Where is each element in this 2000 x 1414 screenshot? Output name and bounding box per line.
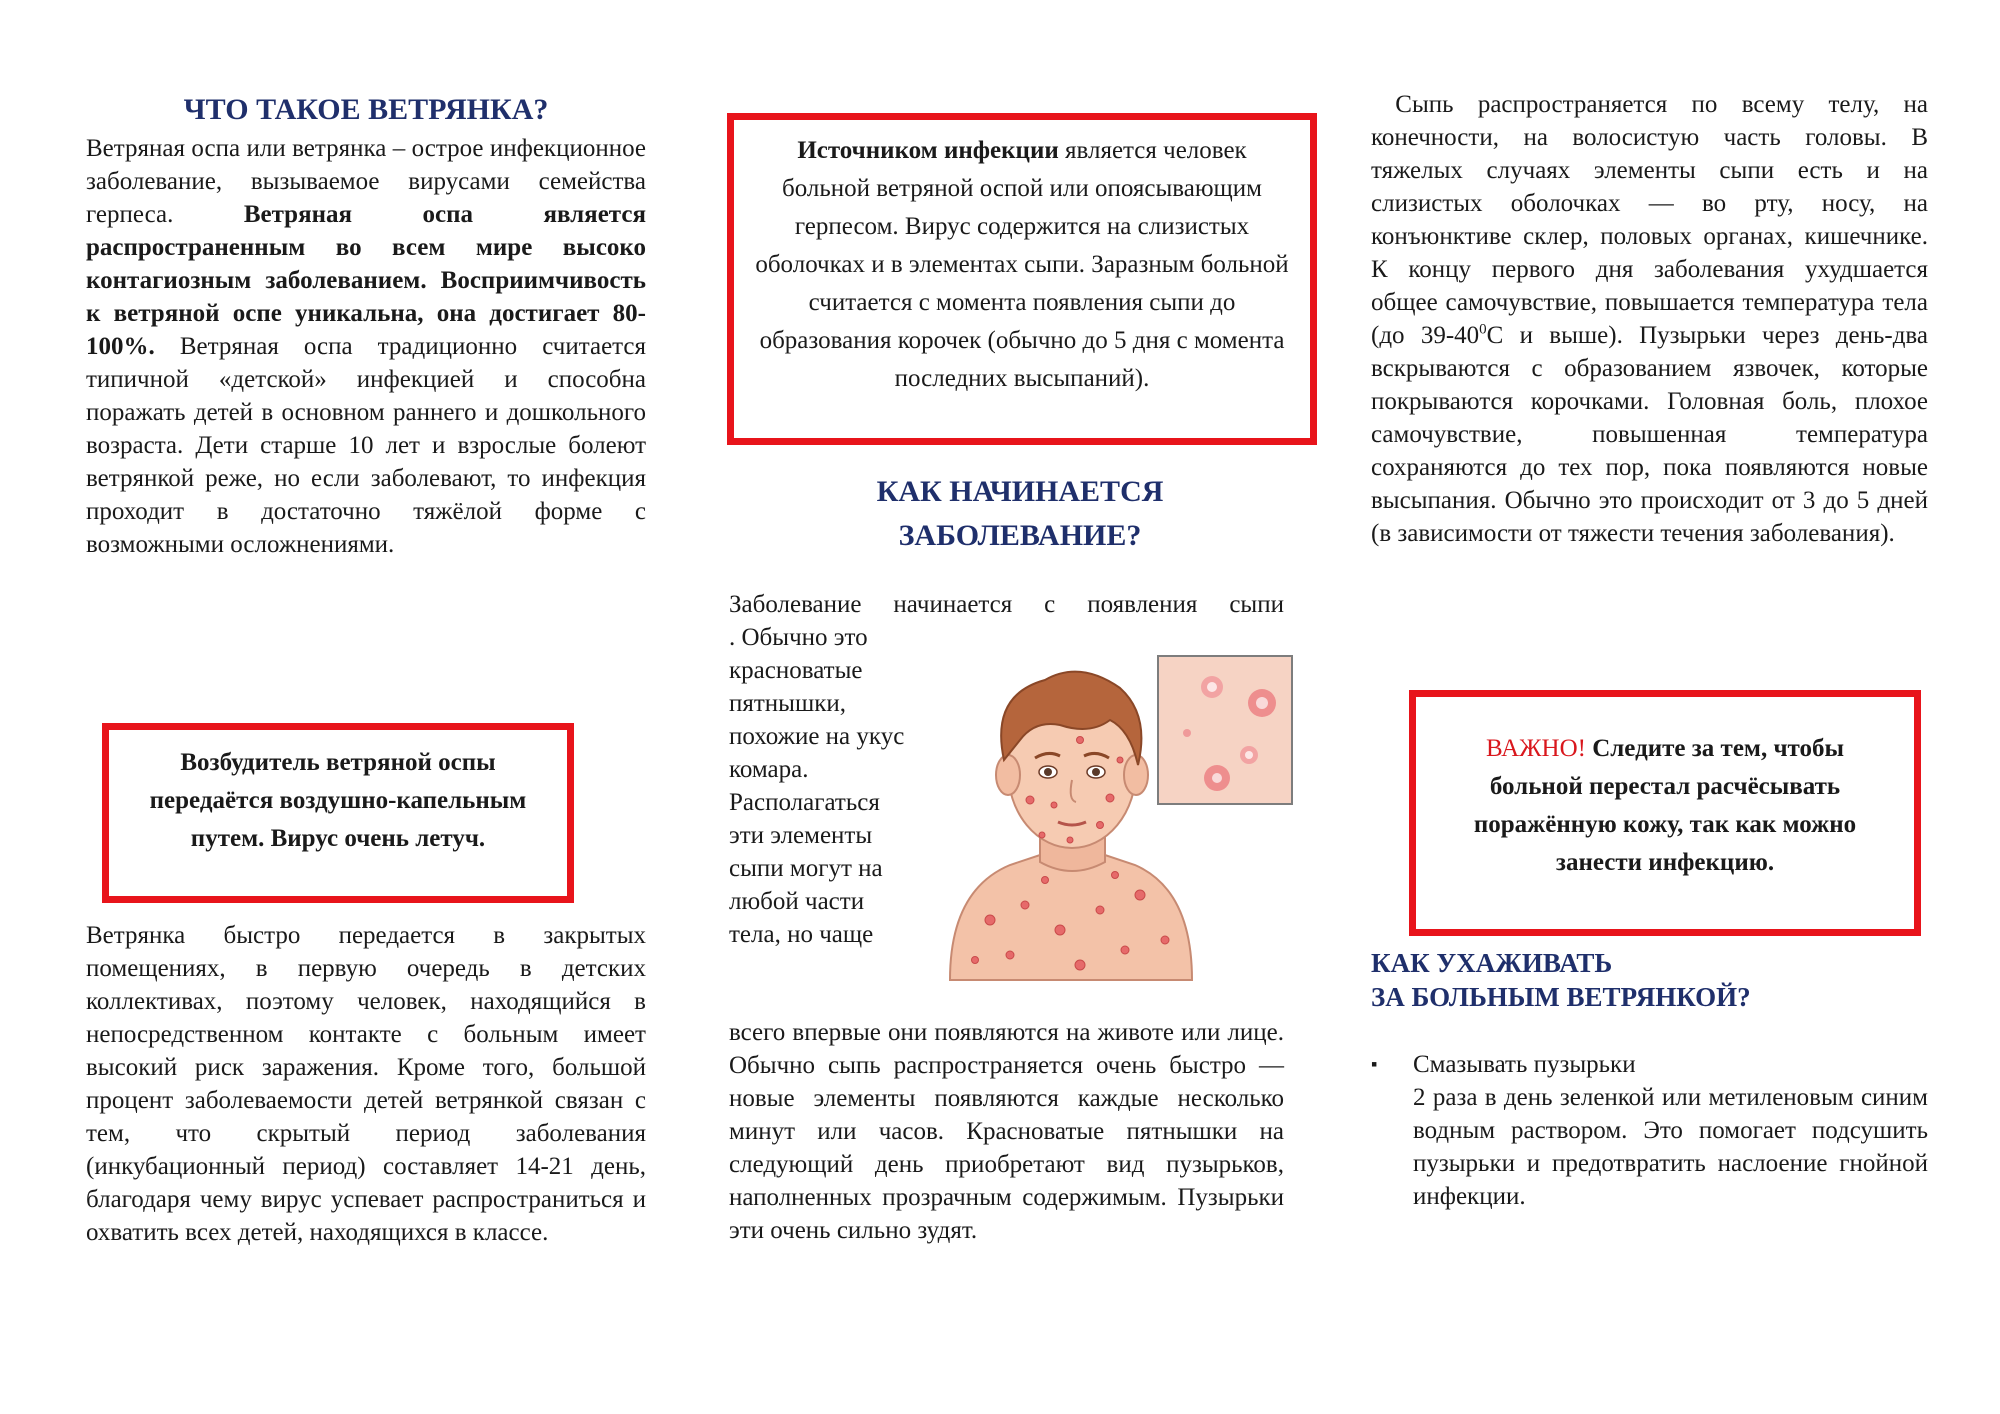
care-item-line1: Смазывать пузырьки — [1413, 1051, 1636, 1078]
heading-care — [1371, 946, 1928, 1014]
heading-how-starts-line2: ЗАБОЛЕВАНИЕ? — [898, 519, 1142, 552]
care-item-line2: 2 раза в день зеленкой или метиленовым синим водным раствором. Это помогает подсушить пузырьки и предотвратить наслоение гнойной инфекции. — [1413, 1084, 1928, 1210]
heading-how-starts — [760, 470, 1280, 558]
intro-paragraph — [86, 132, 646, 561]
important-bold-text: Следите за тем, чтобы больной перестал расчёсывать поражённую кожу, так как можно занести инфекцию. — [1473, 735, 1857, 876]
important-text — [1438, 730, 1892, 882]
intro-bold-text: Ветряная оспа является распространенным во всем мире высоко контагиозным заболеванием. Восприимчивость к ветряной оспе уникальна, она достигает 80-100%. — [86, 201, 646, 360]
care-list-item — [1371, 1048, 1928, 1213]
onset-left-text: . Обычно это красноватые пятнышки, похожие на укус комара. Располагаться эти элементы сыпи могут на любой части тела, но чаще — [729, 624, 905, 948]
onset-first-line: Заболевание начинается с появления сыпи — [729, 591, 1284, 618]
bullet-square-icon: ▪ — [1371, 1054, 1378, 1074]
heading-care-line1: КАК УХАЖИВАТЬ — [1371, 948, 1613, 978]
onset-rest-block — [729, 1016, 1284, 1247]
care-list — [1371, 1048, 1928, 1213]
title-what-is-chickenpox: ЧТО ТАКОЕ ВЕТРЯНКА? — [183, 93, 549, 126]
column-right — [1371, 88, 1928, 550]
onset-rest-paragraph: всего впервые они появляются на животе или лице. Обычно сыпь распространяется очень быстро — новые элементы появляются каждые несколько минут или часов. Красноватые пятнышки на следующий день приобретают вид пузырьков, наполненных прозрачным содержимым. Пузырьки эти очень сильно зудят. — [729, 1019, 1284, 1244]
intro-rest-text: Ветряная оспа традиционно считается типичной «детской» инфекцией и способна поражать детей в основном раннего и дошкольного возраста. Дети старше 10 лет и взрослые болеют ветрянкой реже, но если заболевают, то инфекция проходит в достаточно тяжёлой форме с возможными осложнениями. — [86, 333, 647, 558]
important-label: ВАЖНО! — [1485, 735, 1586, 762]
spread-block — [86, 919, 646, 1249]
box-important — [1409, 690, 1921, 936]
infection-source-rest: является человек больной ветряной оспой или опоясывающим герпесом. Вирус содержится на слизистых оболочках и в элементах сыпи. Заразным больной считается с момента появления сыпи до образования корочек (обычно до 5 дня с момента последних высыпаний). — [755, 137, 1289, 392]
spread-paragraph: Ветрянка быстро передается в закрытых помещениях, в первую очередь в детских коллективах, поэтому человек, находящийся в непосредственном контакте с больным имеет высокий риск заражения. Кроме того, большой процент заболеваемости детей ветрянкой связан с тем, что скрытый период заболевания (инкубационный период) составляет 14-21 день, благодаря чему вирус успевает распространиться и охватить всех детей, находящихся в классе. — [86, 922, 646, 1246]
column-left — [86, 88, 646, 561]
rash-spread-paragraph: Сыпь распространяется по всему телу, на конечности, на волосистую часть головы. В тяжелых случаях элементы сыпи есть и на слизистых оболочках — во рту, носу, на конъюнктиве склер, половых органах, кишечнике. К концу первого дня заболевания ухудшается общее самочувствие, повышается температура тела (до $39-40^0С$ и выше). Пузырьки через день-два вскрываются с образованием язвочек, которые покрываются корочками. Головная боль, плохое самочувствие, повышенная температура сохраняются до тех пор, пока появляются новые высыпания. Обычно это происходит от 3 до 5 дней (в зависимости от тяжести течения заболевания). — [1371, 91, 1929, 547]
box-transmission-text: Возбудитель ветряной оспы передаётся воздушно-капельным путем. Вирус очень летуч. — [149, 749, 527, 852]
heading-care-line2: ЗА БОЛЬНЫМ ВЕТРЯНКОЙ? — [1371, 982, 1751, 1012]
degree-superscript: 0 — [1479, 321, 1487, 338]
rash-closeup-inset — [1157, 655, 1293, 805]
box-infection-source — [727, 113, 1317, 445]
box-transmission — [102, 723, 574, 903]
infection-source-text — [754, 132, 1290, 398]
intro-text: Ветряная оспа или ветрянка – острое инфекционное заболевание, вызываемое вирусами семейства герпеса. — [86, 135, 646, 228]
child-ear-left — [996, 755, 1020, 795]
heading-how-starts-line1: КАК НАЧИНАЕТСЯ — [876, 475, 1164, 508]
infection-source-bold: Источником инфекции — [797, 137, 1059, 164]
care-list-block — [1371, 1048, 1928, 1213]
